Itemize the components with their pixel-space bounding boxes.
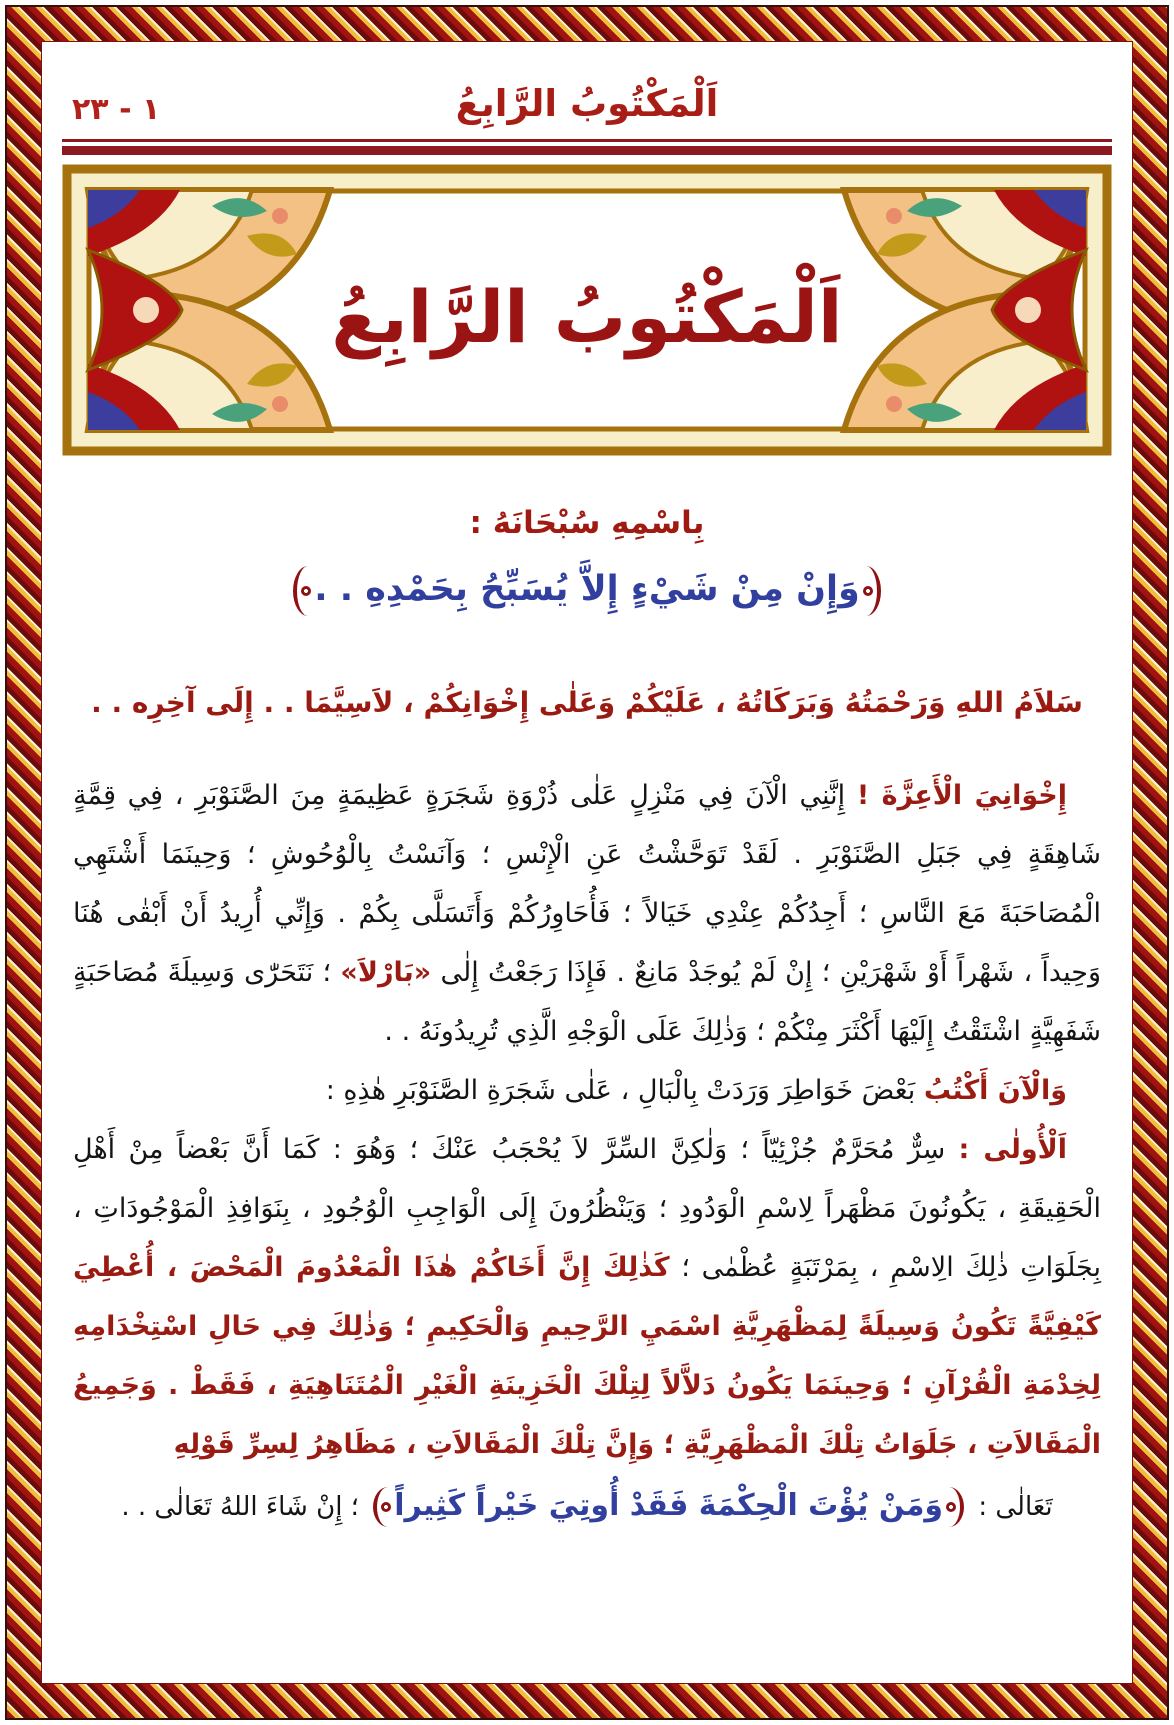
closing-outro: ؛ إِنْ شَاءَ اللهُ تَعَالٰى . .: [121, 1492, 368, 1522]
ornamental-title-panel: [62, 164, 1112, 456]
ornament-calligraphy-title: اَلْمَكْتُوبُ الرَّابِعُ: [331, 275, 843, 359]
paragraph-1-body2: ؛ نَتَحَرّٰى وَسِيلَةَ مُصَاحَبَةٍ شَفَهِيَّةٍ اشْتَقْتُ إِلَيْهَا أَكْثَرَ مِنْكُمْ ؛ وَذٰلِكَ عَلَى الْوَجْهِ الَّذِي تُرِيدُونَهُ . .: [73, 957, 1101, 1047]
running-title: اَلْمَكْتُوبُ الرَّابِعُ: [455, 82, 719, 125]
bismillah-line: بِاسْمِهِ سُبْحَانَهُ :: [469, 505, 705, 541]
quran-bracket-close-icon: [373, 1487, 388, 1527]
paragraph-3-red: كَذٰلِكَ إِنَّ أَخَاكُمْ هٰذَا الْمَعْدُومَ الْمَحْضَ ، أُعْطِيَ كَيْفِيَّةً تَكُونُ وَسِيلَةً لِمَظْهَرِيَّةِ اسْمَيِ الرَّحِيمِ وَالْحَكِيمِ ؛ وَذٰلِكَ فِي حَالِ اسْتِخْدَامِهِ لِخِدْمَةِ الْقُرْآنِ ؛ وَحِينَمَا يَكُونُ دَلاَّلاً لِتِلْكَ الْخَزِينَةِ الْغَيْرِ الْمُتَنَاهِيَةِ ، فَقَطْ . وَجَمِيعُ الْمَقَالاَتِ ، جَلَوَاتُ تِلْكَ الْمَظْهَرِيَّةِ ؛ وَإِنَّ تِلْكَ الْمَقَالاَتِ ، مَظَاهِرُ لِسِرِّ قَوْلِهِ: [73, 1252, 1101, 1460]
page-number: ٢٣ - ١: [72, 92, 161, 127]
paragraph-1-barla: «بَارْلاَ»: [340, 957, 432, 988]
body-text: [73, 766, 1101, 1537]
paragraph-1-body1: إِنَّنِي الْآنَ فِي مَنْزِلٍ عَلٰى ذُرْوَةِ شَجَرَةٍ عَظِيمَةٍ مِنَ الصَّنَوْبَرِ ، فِي قِمَّةٍ شَاهِقَةٍ فِي جَبَلِ الصَّنَوْبَرِ . لَقَدْ تَوَحَّشْتُ عَنِ الْإِنْسِ ؛ وَآنَسْتُ بِالْوُحُوشِ ؛ وَحِينَمَا أَشْتَهِي الْمُصَاحَبَةَ مَعَ النَّاسِ ؛ أَجِدُكُمْ عِنْدِي خَيَالاً ؛ فَأُحَاوِرُكُمْ وَأَتَسَلَّى بِكُمْ . وَإِنِّي أُرِيدُ أَنْ أَبْقٰى هُنَا وَحِيداً ، شَهْراً أَوْ شَهْرَيْنِ ؛ إِنْ لَمْ يُوجَدْ مَانِعٌ . فَإِذَا رَجَعْتُ إِلٰى: [73, 780, 1101, 988]
paragraph-3-black: سِرٌّ مُحَرَّمٌ جُزْئِيّاً ؛ وَلٰكِنَّ السِّرَّ لاَ يُحْجَبُ عَنْكَ ؛ وَهُوَ : كَمَا أَنَّ بَعْضاً مِنْ أَهْلِ الْحَقِيقَةِ ، يَكُونُونَ مَظْهَراً لِاسْمِ الْوَدُودِ ؛ وَيَنْظُرُونَ إِلَى الْوَاجِبِ الْوُجُودِ ، بِنَوَافِذِ الْمَوْجُودَاتِ ، بِجَلَوَاتِ ذٰلِكَ الِاسْمِ ، بِمَرْتَبَةٍ عُظْمٰى ؛: [73, 1134, 1101, 1283]
quran-verse-top: [0, 566, 1174, 616]
quran-bracket-open-icon: [949, 1487, 964, 1527]
page-header: [62, 78, 1112, 138]
closing-verse: وَمَنْ يُؤْتَ الْحِكْمَةَ فَقَدْ أُوتِيَ خَيْراً كَثِيراً: [394, 1488, 944, 1523]
paragraph-2-lead: وَالْآنَ أَكْتُبُ: [923, 1075, 1067, 1106]
quran-verse-top-text: وَإِنْ مِنْ شَيْءٍ إِلاَّ يُسَبِّحُ بِحَمْدِهِ . .: [314, 569, 860, 609]
paragraph-1: [73, 766, 1101, 1061]
header-divider-rule: [62, 139, 1112, 155]
paragraph-2: [73, 1061, 1101, 1120]
closing-line: [73, 1476, 1101, 1537]
closing-intro: تَعَالٰى :: [970, 1492, 1053, 1522]
paragraph-3: [73, 1120, 1101, 1474]
paragraph-3-lead: اَلْأُولٰى :: [958, 1134, 1067, 1165]
paragraph-1-lead: إِخْوَانِيَ الْأَعِزَّةَ !: [856, 780, 1067, 811]
salutation-line: سَلاَمُ اللهِ وَرَحْمَتُهُ وَبَرَكَاتُهُ ، عَلَيْكُمْ وَعَلٰى إِخْوَانِكُمْ ، لاَسِيَّمَا . . إِلَى آخِرِه . .: [91, 686, 1083, 719]
quran-bracket-open-icon: [866, 566, 881, 616]
quran-bracket-close-icon: [293, 566, 308, 616]
paragraph-2-body: بَعْضَ خَوَاطِرَ وَرَدَتْ بِالْبَالِ ، عَلٰى شَجَرَةِ الصَّنَوْبَرِ هٰذِهِ :: [325, 1075, 924, 1106]
